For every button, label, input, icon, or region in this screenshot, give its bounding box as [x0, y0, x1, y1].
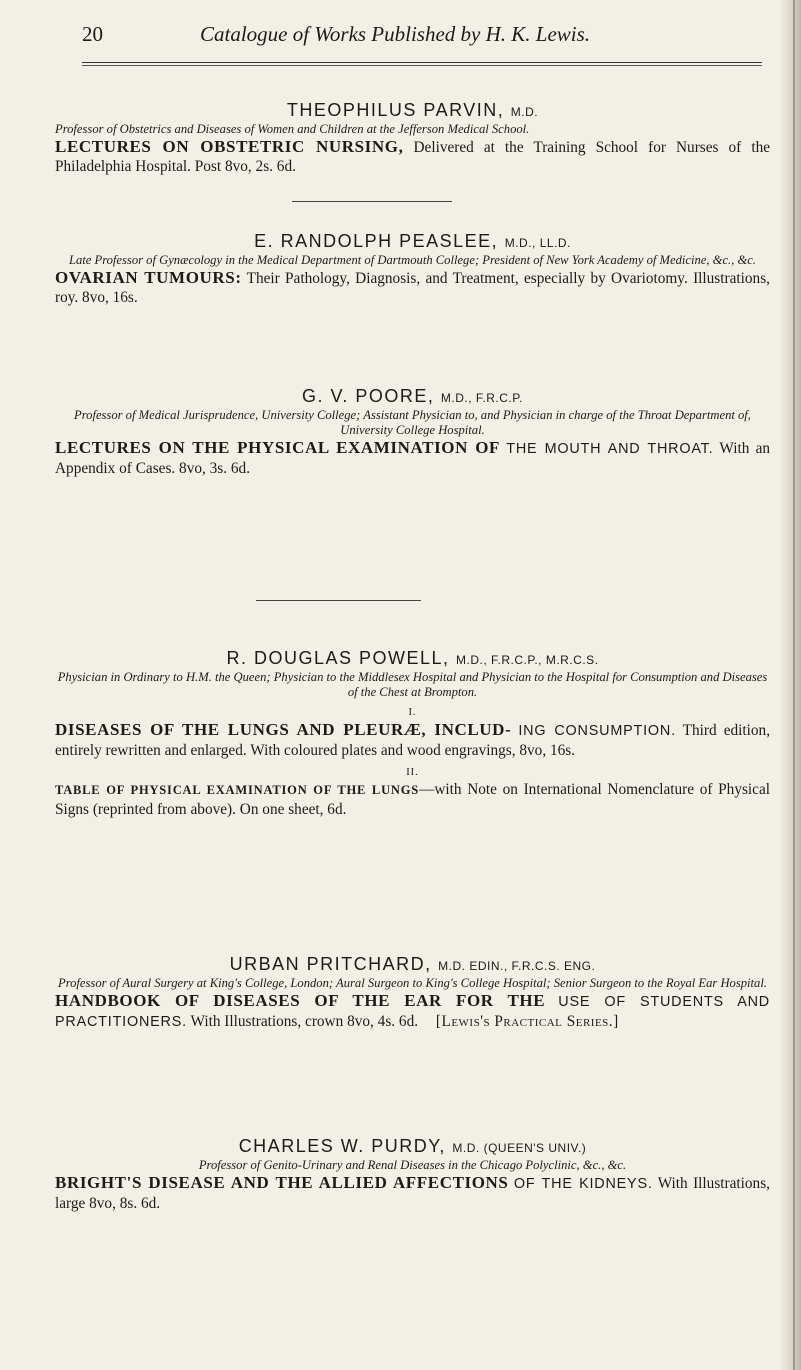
work-details: Third edition, entirely rewritten and enlarged. With coloured plates and wood engravings, 8vo, 16s.	[55, 722, 771, 759]
work-numeral: II.	[406, 767, 419, 778]
work-description	[55, 268, 770, 307]
work-title: BRIGHT'S DISEASE AND THE ALLIED AFFECTIONS	[55, 1173, 509, 1192]
work-details: Delivered at the Training School for Nurses of the Philadelphia Hospital. Post 8vo, 2s. 6d.	[55, 139, 771, 175]
entry-separator	[256, 600, 421, 601]
catalogue-entry-purdy	[55, 1136, 770, 1213]
work-details: Their Pathology, Diagnosis, and Treatment, especially by Ovariotomy. Illustrations, roy. 8vo, 16s.	[55, 270, 770, 306]
header-rule	[82, 62, 762, 63]
page-edge-line	[793, 0, 795, 1370]
work-numeral: I.	[408, 707, 417, 718]
work-title-caps: OF THE KIDNEYS.	[513, 1176, 653, 1192]
work-details: With an Appendix of Cases. 8vo, 3s. 6d.	[55, 440, 771, 477]
work-description	[55, 991, 770, 1032]
entry-separator	[292, 201, 452, 202]
work-description	[55, 780, 770, 819]
author-affiliation: Professor of Aural Surgery at King's College, London; Aural Surgeon to King's College Hospital; Senior Surgeon to the Royal Ear Hospital.	[58, 976, 767, 990]
work-details: With Illustrations, large 8vo, 8s. 6d.	[55, 1175, 770, 1212]
author-degrees: M.D., F.R.C.P.	[440, 391, 523, 405]
author-text: URBAN PRITCHARD,	[229, 954, 432, 974]
author-degrees: M.D. (QUEEN'S UNIV.)	[452, 1141, 587, 1155]
author-affiliation: Professor of Obstetrics and Diseases of Women and Children at the Jefferson Medical School.	[55, 122, 530, 136]
author-text: G. V. POORE,	[301, 386, 435, 406]
work-title: LECTURES ON OBSTETRIC NURSING,	[55, 137, 404, 156]
header-rule-second	[82, 65, 762, 66]
author-name	[55, 231, 770, 253]
catalogue-entry-pritchard	[55, 954, 770, 1032]
author-text: E. RANDOLPH PEASLEE,	[254, 231, 499, 251]
author-text: CHARLES W. PURDY,	[238, 1136, 446, 1156]
page-number: 20	[82, 22, 103, 46]
work-description	[55, 1173, 770, 1213]
series-note: [Lewis's Practical Series.]	[435, 1013, 619, 1030]
page-edge-shadow	[779, 0, 801, 1370]
author-name	[55, 648, 770, 670]
work-details: With Illustrations, crown 8vo, 4s. 6d.	[190, 1013, 419, 1030]
catalogue-entry-parvin	[55, 100, 770, 176]
author-affiliation: Physician in Ordinary to H.M. the Queen; Physician to the Middlesex Hospital and Physician to the Hospital for Consumption and Diseases of the Chest at Brompton.	[57, 670, 768, 699]
author-affiliation: Professor of Genito-Urinary and Renal Diseases in the Chicago Polyclinic, &c., &c.	[198, 1158, 627, 1172]
work-title: OVARIAN TUMOURS:	[55, 268, 242, 287]
author-degrees: M.D. EDIN., F.R.C.S. ENG.	[438, 959, 596, 973]
author-name	[55, 100, 770, 122]
author-degrees: M.D., F.R.C.P., M.R.C.S.	[456, 653, 599, 667]
work-title: HANDBOOK OF DISEASES OF THE EAR FOR THE	[55, 991, 546, 1010]
author-name	[55, 954, 770, 976]
work-description	[55, 438, 770, 478]
author-name	[55, 386, 770, 408]
work-title: TABLE OF PHYSICAL EXAMINATION OF THE LUNGS	[55, 783, 420, 797]
author-affiliation: Late Professor of Gynæcology in the Medical Department of Dartmouth College; President of New York Academy of Medicine, &c., &c.	[68, 253, 757, 267]
author-text: R. DOUGLAS POWELL,	[226, 648, 450, 668]
work-description	[55, 720, 770, 760]
author-text: THEOPHILUS PARVIN,	[286, 100, 505, 120]
author-affiliation: Professor of Medical Jurisprudence, University College; Assistant Physician to, and Physician in charge of the Throat Department of, University College Hospital.	[74, 408, 751, 437]
author-degrees: M.D., LL.D.	[504, 236, 571, 250]
work-details: —with Note on International Nomenclature of Physical Signs (reprinted from above). On one sheet, 6d.	[55, 781, 770, 818]
running-title: Catalogue of Works Published by H. K. Lewis.	[200, 22, 591, 46]
work-title-caps: USE OF STUDENTS AND PRACTITIONERS.	[55, 994, 770, 1030]
work-title-caps: THE MOUTH AND THROAT.	[506, 441, 714, 457]
page-header	[82, 22, 772, 62]
work-description	[55, 137, 770, 176]
work-title: LECTURES ON THE PHYSICAL EXAMINATION OF	[55, 438, 501, 457]
catalogue-entry-poore	[55, 386, 770, 478]
work-title-caps: ING CONSUMPTION.	[518, 723, 676, 739]
catalogue-entry-peaslee	[55, 231, 770, 307]
work-title: DISEASES OF THE LUNGS AND PLEURÆ, INCLUD-	[55, 720, 512, 739]
author-name	[55, 1136, 770, 1158]
author-degrees: M.D.	[510, 105, 539, 119]
catalogue-entry-powell	[55, 648, 770, 819]
